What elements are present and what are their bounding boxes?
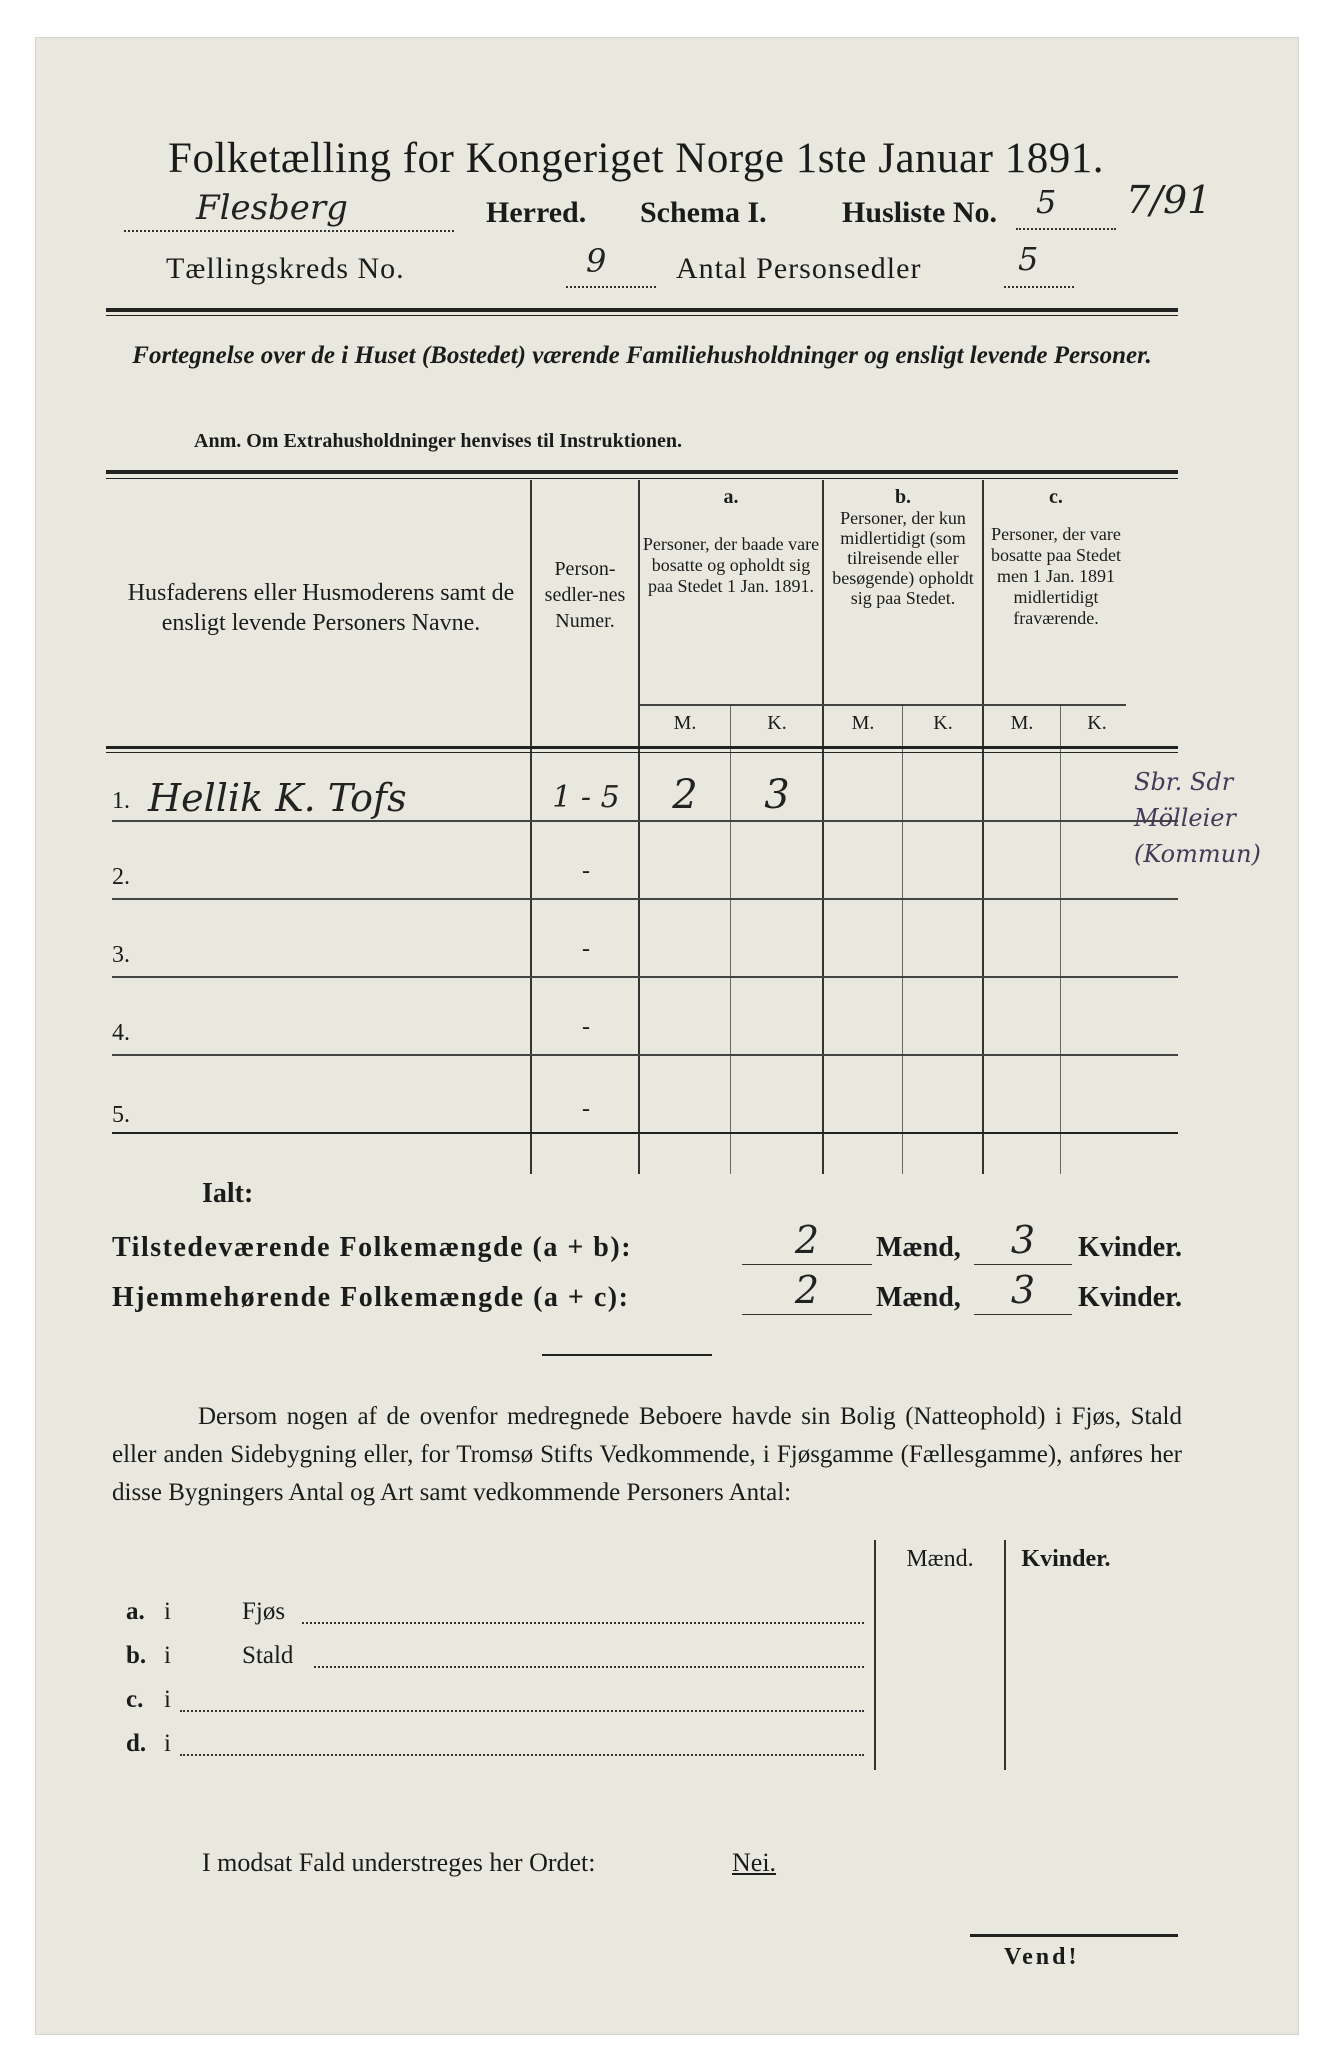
item-letter: a.: [126, 1598, 145, 1625]
col-a-letter: a.: [723, 486, 739, 508]
tilstede-kvinder: 3: [1010, 1218, 1036, 1262]
item-label: Stald: [242, 1642, 294, 1669]
herred-value: Flesberg: [196, 188, 348, 228]
hjemme-label: Hjemmehørende Folkemængde (a + c):: [112, 1282, 630, 1313]
hjemme-maend: 2: [794, 1268, 820, 1312]
item-label: Fjøs: [242, 1598, 286, 1625]
item-letter: b.: [126, 1642, 147, 1669]
col-b-letter: b.: [894, 486, 912, 508]
row-num: 1 - 5: [552, 780, 620, 815]
col-name-header: Husfaderens eller Husmoderens samt de ensligt levende Personers Navne.: [127, 580, 515, 636]
intro-heading: Fortegnelse over de i Huset (Bostedet) værende Familiehusholdninger og ensligt levende Personer.: [132, 342, 1152, 369]
row-number: 4.: [112, 1020, 130, 1046]
tilstede-maend-label: Mænd,: [876, 1232, 961, 1263]
kreds-label: Tællingskreds No.: [166, 252, 405, 285]
col-b-header: Personer, der kun midlertidigt (som tilreisende eller besøgende) opholdt sig paa Stedet.: [832, 508, 974, 608]
col-c-header: Personer, der vare bosatte paa Stedet men 1 Jan. 1891 midlertidigt fraværende.: [991, 524, 1121, 628]
kreds-field: [566, 260, 656, 288]
vend-label: Vend!: [1004, 1944, 1080, 1970]
col-b-m-label: M.: [851, 712, 875, 734]
hjemme-kvinder: 3: [1010, 1268, 1036, 1312]
personsedler-field: [1004, 260, 1074, 288]
husliste-field: [1016, 198, 1116, 230]
census-form-page: [36, 38, 1298, 2034]
ialt-label: Ialt:: [202, 1178, 254, 1209]
row-name: Hellik K. Tofs: [148, 776, 407, 820]
hjemme-kvinder-label: Kvinder.: [1078, 1282, 1182, 1313]
col-c-letter: c.: [1049, 486, 1063, 508]
section-divider: [542, 1354, 712, 1356]
form-title: Folketælling for Kongeriget Norge 1ste Januar 1891.: [168, 135, 1104, 182]
row-number: 1.: [112, 788, 130, 814]
item-prefix: i: [164, 1642, 171, 1669]
col-a-k-label: K.: [767, 712, 787, 734]
husliste-label: Husliste No.: [842, 196, 998, 229]
col-c-m-label: M.: [1010, 712, 1034, 734]
personsedler-label: Antal Personsedler: [676, 252, 922, 285]
row-number: 3.: [112, 942, 130, 968]
col-a-header: Personer, der baade vare bosatte og opholdt sig paa Stedet 1 Jan. 1891.: [642, 534, 820, 596]
herred-label: Herred.: [486, 196, 587, 229]
modsat-label: I modsat Fald understreges her Ordet:: [202, 1848, 596, 1877]
row-number: 2.: [112, 864, 130, 890]
outbuildings-paragraph: Dersom nogen af de ovenfor medregnede Beboere havde sin Bolig (Natteophold) i Fjøs, Stald eller anden Sidebygning eller, for Tromsø Stifts Vedkommende, i Fjøsgamme (Fællesgamme), anføres her disse Bygningers Antal og Art samt vedkommende Personers Antal:: [112, 1403, 1182, 1506]
item-letter: c.: [126, 1686, 144, 1713]
col-num-header: Person-sedler-nes Numer.: [544, 558, 626, 632]
col-c-k-label: K.: [1087, 712, 1107, 734]
row-a-m: 2: [672, 772, 698, 818]
outbuildings-col-k: Kvinder.: [1021, 1546, 1111, 1572]
row-num: -: [582, 1096, 590, 1122]
row-num: -: [582, 858, 590, 884]
tilstede-label: Tilstedeværende Folkemængde (a + b):: [112, 1232, 633, 1263]
tilstede-kvinder-label: Kvinder.: [1078, 1232, 1182, 1263]
kreds-value: 9: [586, 242, 607, 280]
husliste-value: 5: [1036, 183, 1057, 221]
row-number: 5.: [112, 1102, 130, 1128]
modsat-word: Nei.: [732, 1848, 777, 1877]
col-b-k-label: K.: [933, 712, 953, 734]
row-a-k: 3: [764, 772, 790, 818]
row-num: -: [582, 936, 590, 962]
item-letter: d.: [126, 1730, 147, 1757]
intro-note: Anm. Om Extrahusholdninger henvises til Instruktionen.: [194, 430, 683, 452]
row-num: -: [582, 1014, 590, 1040]
col-a-m-label: M.: [673, 712, 697, 734]
personsedler-value: 5: [1018, 240, 1039, 278]
husliste-note: 7/91: [1126, 178, 1212, 222]
item-prefix: i: [164, 1686, 171, 1713]
tilstede-maend: 2: [794, 1218, 820, 1262]
margin-note: Sbr. Sdr Mölleier (Kommun): [1134, 768, 1261, 868]
hjemme-maend-label: Mænd,: [876, 1282, 961, 1313]
schema-label: Schema I.: [640, 196, 767, 229]
item-prefix: i: [164, 1598, 171, 1625]
item-prefix: i: [164, 1730, 171, 1757]
outbuildings-col-m: Mænd.: [906, 1546, 974, 1572]
header-rule: [106, 308, 1178, 312]
